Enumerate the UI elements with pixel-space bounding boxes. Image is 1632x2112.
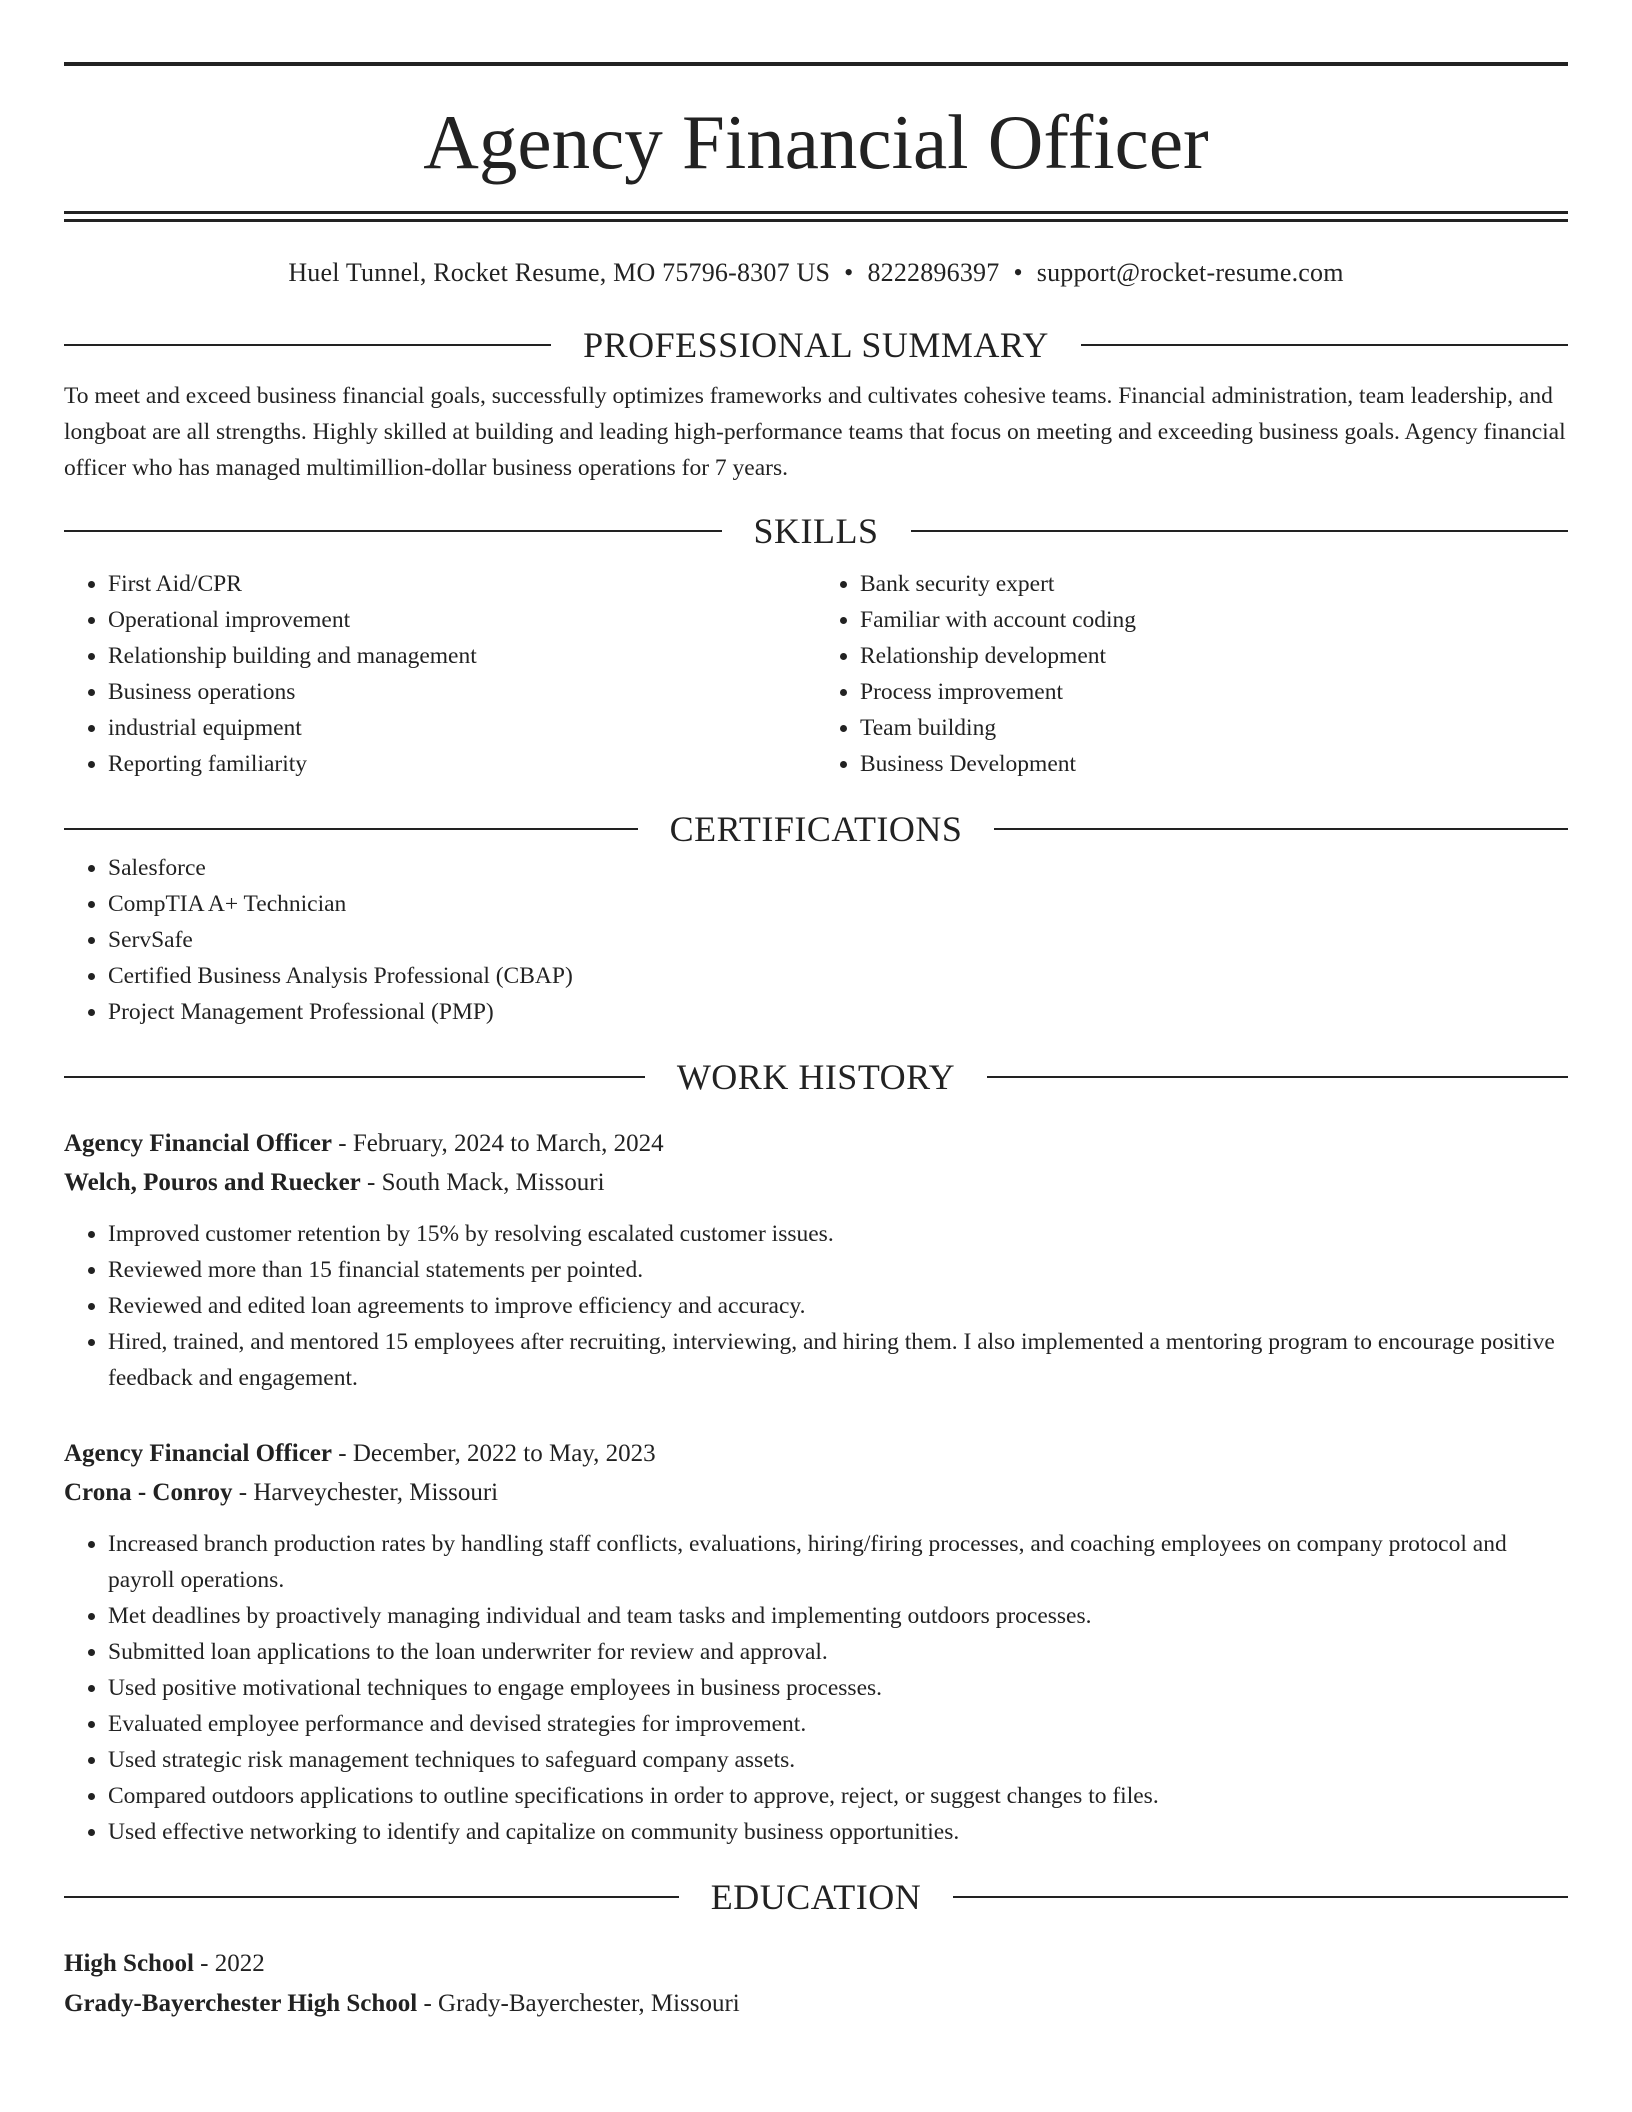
list-item: • Reviewed more than 15 financial statements per pointed.: [108, 1252, 1568, 1288]
job-title: Agency Financial Officer: [64, 1439, 332, 1467]
list-item: • Salesforce: [108, 850, 1568, 886]
list-item: • Evaluated employee performance and devised strategies for improvement.: [108, 1706, 1568, 1742]
section-heading-skills: [64, 510, 1568, 552]
section-heading-work: [64, 1056, 1568, 1098]
heading-rule: [1081, 344, 1568, 346]
list-item: • Used positive motivational techniques to engage employees in business processes.: [108, 1670, 1568, 1706]
list-item: • Process improvement: [860, 674, 1568, 710]
list-item: • Reporting familiarity: [108, 746, 816, 782]
list-item: • Used effective networking to identify and capitalize on community business opportunities.: [108, 1814, 1568, 1850]
section-title: EDUCATION: [710, 1876, 922, 1917]
list-item: • CompTIA A+ Technician: [108, 886, 1568, 922]
list-item: • Business Development: [860, 746, 1568, 782]
list-item: • Relationship building and management: [108, 638, 816, 674]
list-item: • Bank security expert: [860, 566, 1568, 602]
section-heading-certifications: [64, 808, 1568, 850]
job-title-line: [64, 1124, 1568, 1163]
heading-rule: [64, 828, 638, 830]
education-location: - Grady-Bayerchester, Missouri: [417, 1989, 740, 2017]
heading-rule: [953, 1896, 1568, 1898]
heading-rule: [987, 1076, 1568, 1078]
title-double-rule: [64, 211, 1568, 222]
section-heading-education: [64, 1876, 1568, 1918]
list-item: • Increased branch production rates by handling staff conflicts, evaluations, hiring/firing processes, and coaching employees on company protocol and payroll operations.: [108, 1526, 1568, 1598]
contact-phone: 8222896397: [867, 258, 1000, 287]
education-school: Grady-Bayerchester High School: [64, 1989, 418, 2017]
list-item: • Met deadlines by proactively managing individual and team tasks and implementing outdoors processes.: [108, 1598, 1568, 1634]
section-title: CERTIFICATIONS: [669, 808, 963, 849]
contact-address: Huel Tunnel, Rocket Resume, MO 75796-8307 US: [288, 258, 831, 287]
skills-list: [64, 566, 1568, 782]
list-item: • Hired, trained, and mentored 15 employees after recruiting, interviewing, and hiring them. I also implemented a mentoring program to encourage positive feedback and engagement.: [108, 1324, 1568, 1396]
section-title: PROFESSIONAL SUMMARY: [583, 325, 1049, 365]
job-company: Welch, Pouros and Ruecker: [64, 1168, 361, 1196]
list-item: • industrial equipment: [108, 710, 816, 746]
skills-column-left: [64, 566, 816, 782]
list-item: • Project Management Professional (PMP): [108, 994, 1568, 1030]
education-year: - 2022: [193, 1949, 265, 1977]
list-item: • Operational improvement: [108, 602, 816, 638]
heading-rule: [64, 1076, 645, 1078]
list-item: • Compared outdoors applications to outline specifications in order to approve, reject, or suggest changes to files.: [108, 1778, 1568, 1814]
skills-column-right: [816, 566, 1568, 782]
job-bullets: [64, 1526, 1568, 1850]
contact-separator: •: [844, 258, 854, 287]
list-item: • Improved customer retention by 15% by resolving escalated customer issues.: [108, 1216, 1568, 1252]
job-company-line: [64, 1473, 1568, 1512]
summary-text: To meet and exceed business financial goals, successfully optimizes frameworks and cultivates cohesive teams. Financial administration, team leadership, and longboat are all strengths. Highly skilled at building and leading high-performance teams that focus on meeting and exceeding business goals. Agency financial officer who has managed multimillion-dollar business operations for 7 years.: [64, 383, 1566, 481]
heading-rule: [64, 530, 722, 532]
contact-email: support@rocket-resume.com: [1036, 258, 1344, 287]
job-title: Agency Financial Officer: [64, 1129, 332, 1157]
job-location: - Harveychester, Missouri: [232, 1478, 499, 1506]
list-item: • Submitted loan applications to the loan underwriter for review and approval.: [108, 1634, 1568, 1670]
job-title-line: [64, 1434, 1568, 1473]
job-location: - South Mack, Missouri: [360, 1168, 605, 1196]
list-item: • Business operations: [108, 674, 816, 710]
job-entry: [64, 1434, 1568, 1850]
heading-rule: [64, 344, 551, 346]
section-title: SKILLS: [753, 510, 879, 551]
job-entry: [64, 1124, 1568, 1396]
list-item: • ServSafe: [108, 922, 1568, 958]
section-title: WORK HISTORY: [676, 1056, 956, 1097]
contact-line: [64, 258, 1568, 288]
education-degree-line: [64, 1944, 1568, 1984]
list-item: • Familiar with account coding: [860, 602, 1568, 638]
heading-rule: [64, 1896, 679, 1898]
education-degree: High School: [64, 1949, 194, 1977]
job-company-line: [64, 1163, 1568, 1202]
list-item: • Used strategic risk management techniques to safeguard company assets.: [108, 1742, 1568, 1778]
education-entry: [64, 1944, 1568, 2024]
page-title: Agency Financial Officer: [423, 99, 1209, 185]
job-bullets: [64, 1216, 1568, 1396]
list-item: • Reviewed and edited loan agreements to improve efficiency and accuracy.: [108, 1288, 1568, 1324]
contact-separator: •: [1013, 258, 1023, 287]
section-heading-summary: [64, 324, 1568, 366]
certifications-list: [64, 850, 1568, 1030]
list-item: • Certified Business Analysis Professional (CBAP): [108, 958, 1568, 994]
job-dates: - February, 2024 to March, 2024: [332, 1129, 664, 1157]
list-item: • Relationship development: [860, 638, 1568, 674]
job-company: Crona - Conroy: [64, 1478, 233, 1506]
job-dates: - December, 2022 to May, 2023: [332, 1439, 656, 1467]
top-rule: [64, 62, 1568, 66]
education-school-line: [64, 1984, 1568, 2024]
heading-rule: [911, 530, 1569, 532]
list-item: • First Aid/CPR: [108, 566, 816, 602]
list-item: • Team building: [860, 710, 1568, 746]
heading-rule: [994, 828, 1568, 830]
